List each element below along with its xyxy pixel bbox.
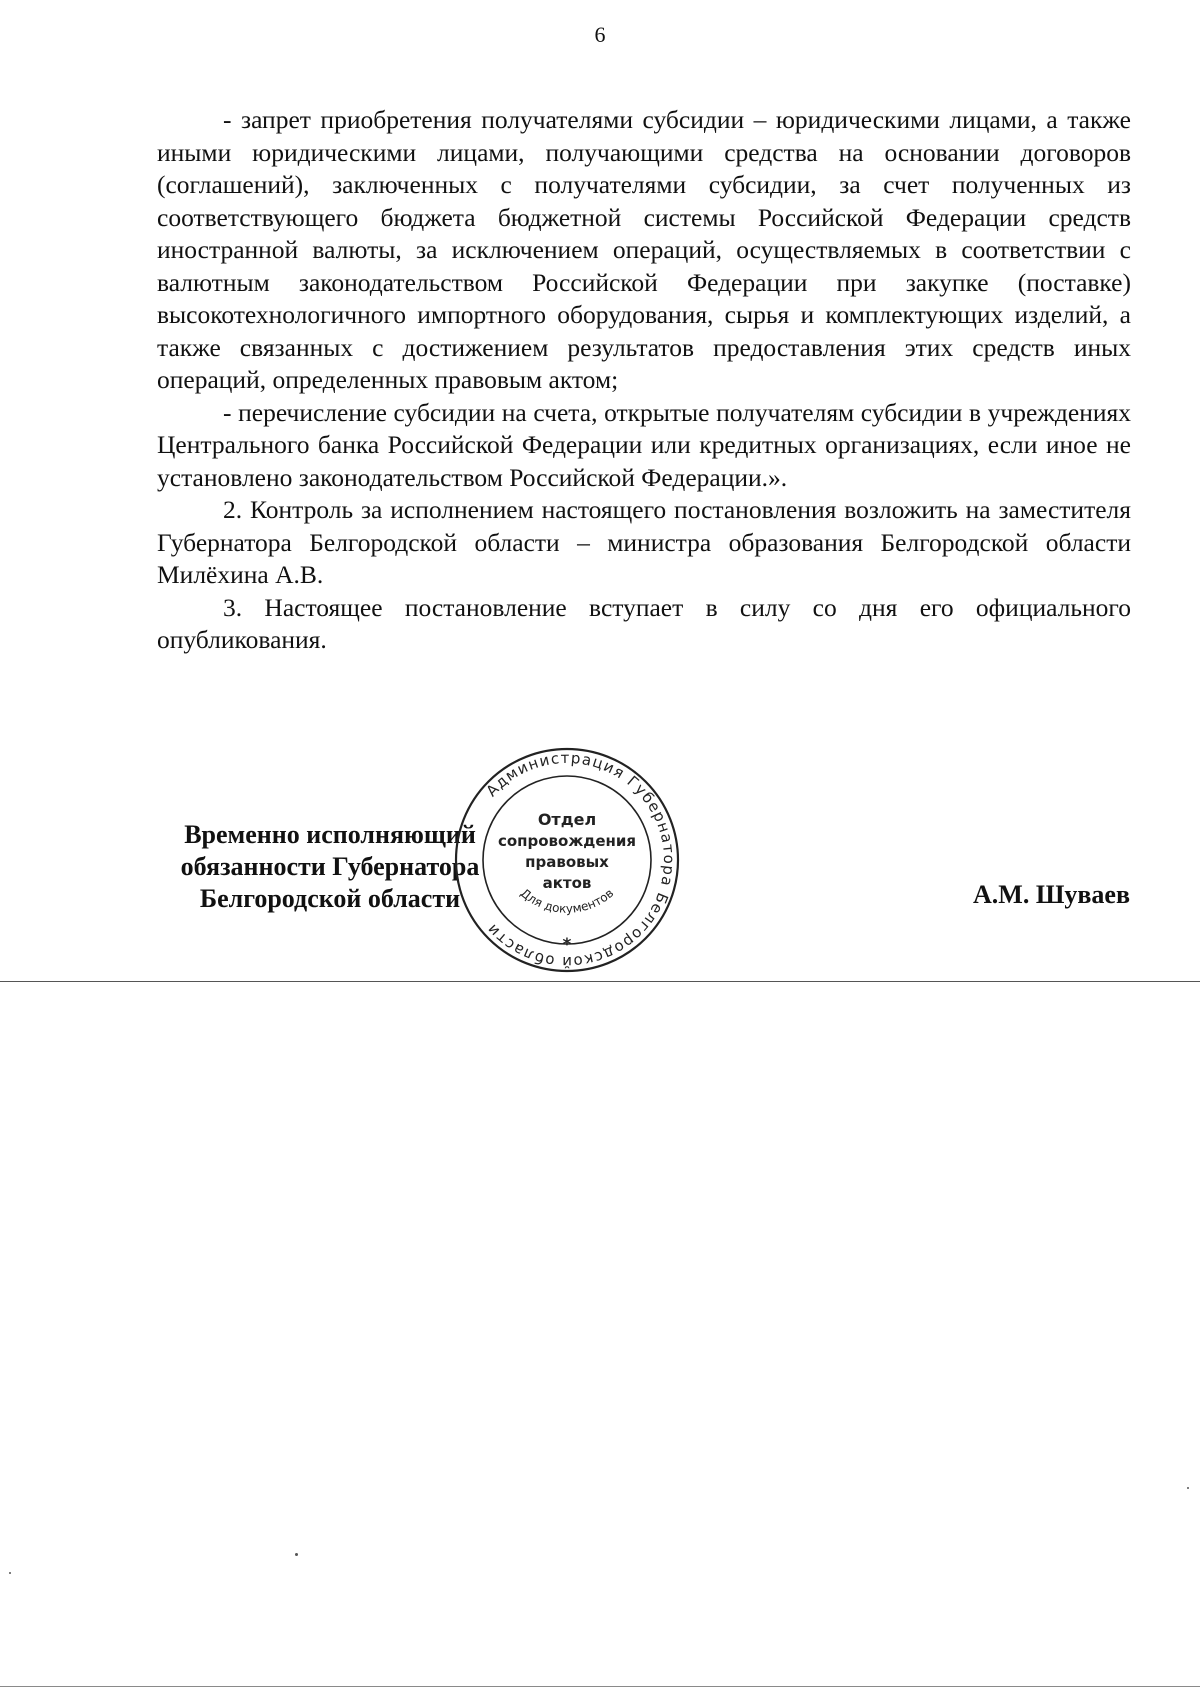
seal-star-icon: * <box>562 935 572 955</box>
page-bottom-line <box>0 1686 1200 1687</box>
page-number: 6 <box>594 22 606 47</box>
paragraph-effective-date: 3. Настоящее постановление вступает в силу со дня его официального опубликования. <box>157 592 1131 654</box>
signatory-title-line-1: Временно исполняющий <box>184 820 476 849</box>
seal-outer-text: Администрация Губернатора Белгородской области <box>482 748 679 972</box>
seal-center-line-4: актов <box>542 874 592 892</box>
seal-center-line-3: правовых <box>525 853 609 871</box>
scan-speck <box>295 1553 298 1556</box>
scan-speck <box>9 1572 11 1574</box>
seal-center-line-1: Отдел <box>537 810 597 829</box>
paragraph-currency-ban: - запрет приобретения получателями субсидии – юридическими лицами, а также иными юридическими лицами, получающими средства на основании договоров (соглашений), заключенных с получателями субсидии, за счет полученных из соответствующего бюджета бюджетной системы Российской Федерации средств иностранной валюты, за исключением операций, осуществляемых в соответствии с валютным законодательством Российской Федерации при закупке (поставке) высокотехнологичного импортного оборудования, сырья и комплектующих изделий, а также связанных с достижением результатов предоставления этих средств иных операций, определенных правовым актом; <box>157 105 1131 394</box>
scan-speck <box>1187 1487 1189 1489</box>
seal-center-line-2: сопровождения <box>497 832 637 850</box>
paragraph-subsidy-transfer: - перечисление субсидии на счета, открытые получателям субсидии в учреждениях Центрального банка Российской Федерации или кредитных организациях, если иное не установлено законодательством Российской Федерации.». <box>157 397 1131 492</box>
official-seal <box>452 745 682 975</box>
signer-name: А.М. Шуваев <box>973 880 1130 909</box>
signatory-title-line-3: Белгородской области <box>199 884 461 913</box>
page-divider-line <box>0 981 1200 982</box>
document-body <box>157 104 1131 657</box>
signatory-title <box>160 819 500 915</box>
seal-inner-arc-text: Для документов <box>517 885 617 916</box>
paragraph-control: 2. Контроль за исполнением настоящего постановления возложить на заместителя Губернатора Белгородской области – министра образования Белгородской области Милёхина А.В. <box>157 495 1131 589</box>
signatory-title-line-2: обязанности Губернатора <box>180 852 480 881</box>
